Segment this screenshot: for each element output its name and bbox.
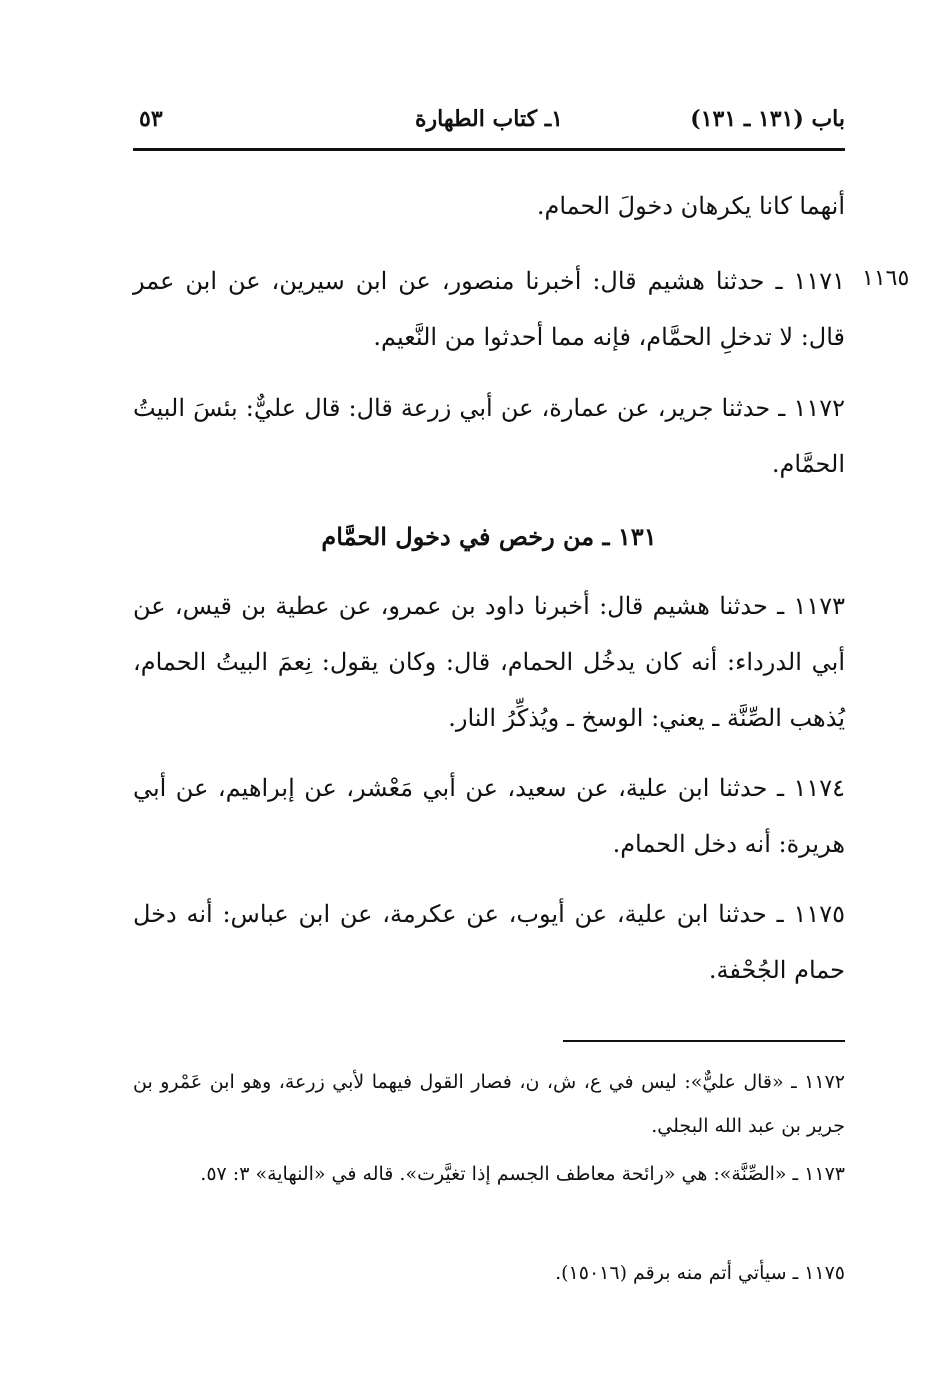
footnote-1173: ١١٧٣ ـ «الصِّنَّة»: هي «رائحة معاطف الجسم إذا تغيَّرت». قاله في «النهاية» ٣: ٥٧. bbox=[200, 1163, 845, 1185]
hadith-1175: ١١٧٥ ـ حدثنا ابن علية، عن أيوب، عن عكرمة، عن ابن عباس: أنه دخل حمام الجُحْفة. bbox=[133, 900, 845, 984]
chapter-range: باب (١٣١ ـ ١٣١) bbox=[690, 106, 845, 132]
book-title: ١ـ كتاب الطهارة bbox=[415, 106, 563, 132]
hadith-1172: ١١٧٢ ـ حدثنا جرير، عن عمارة، عن أبي زرعة قال: قال عليٌّ: بئسَ البيتُ الحمَّام. bbox=[133, 394, 845, 478]
footnote-rule bbox=[563, 1040, 845, 1042]
page-header bbox=[133, 100, 845, 144]
footnote-1172: ١١٧٢ ـ «قال عليٌّ»: ليس في ع، ش، ن، فصار القول فيهما لأبي زرعة، وهو ابن عَمْرو بن جرير بن عبد الله البجلي. bbox=[133, 1071, 845, 1137]
section-heading: ١٣١ ـ من رخص في دخول الحمَّام bbox=[321, 522, 657, 551]
paragraph-continuation: أنهما كانا يكرهان دخولَ الحمام. bbox=[536, 192, 845, 220]
hadith-1173: ١١٧٣ ـ حدثنا هشيم قال: أخبرنا داود بن عمرو، عن عطية بن قيس، عن أبي الدرداء: أنه كان يدخُل الحمام، قال: وكان يقول: نِعمَ البيتُ الحمام، يُذهب الصِّنَّة ـ يعني: الوسخ ـ ويُذكِّرُ النار. bbox=[133, 592, 845, 732]
header-rule bbox=[133, 148, 845, 151]
hadith-1171: ١١٧١ ـ حدثنا هشيم قال: أخبرنا منصور، عن ابن سيرين، عن ابن عمر قال: لا تدخلِ الحمَّام، فإنه مما أحدثوا من النَّعيم. bbox=[133, 267, 845, 351]
footnote-1175: ١١٧٥ ـ سيأتي أتم منه برقم (١٥٠١٦). bbox=[555, 1262, 845, 1284]
page-number: ٥٣ bbox=[139, 106, 163, 132]
margin-number: ١١٦٥ bbox=[862, 266, 910, 291]
hadith-1174: ١١٧٤ ـ حدثنا ابن علية، عن سعيد، عن أبي مَعْشر، عن إبراهيم، عن أبي هريرة: أنه دخل الحمام. bbox=[133, 774, 846, 858]
